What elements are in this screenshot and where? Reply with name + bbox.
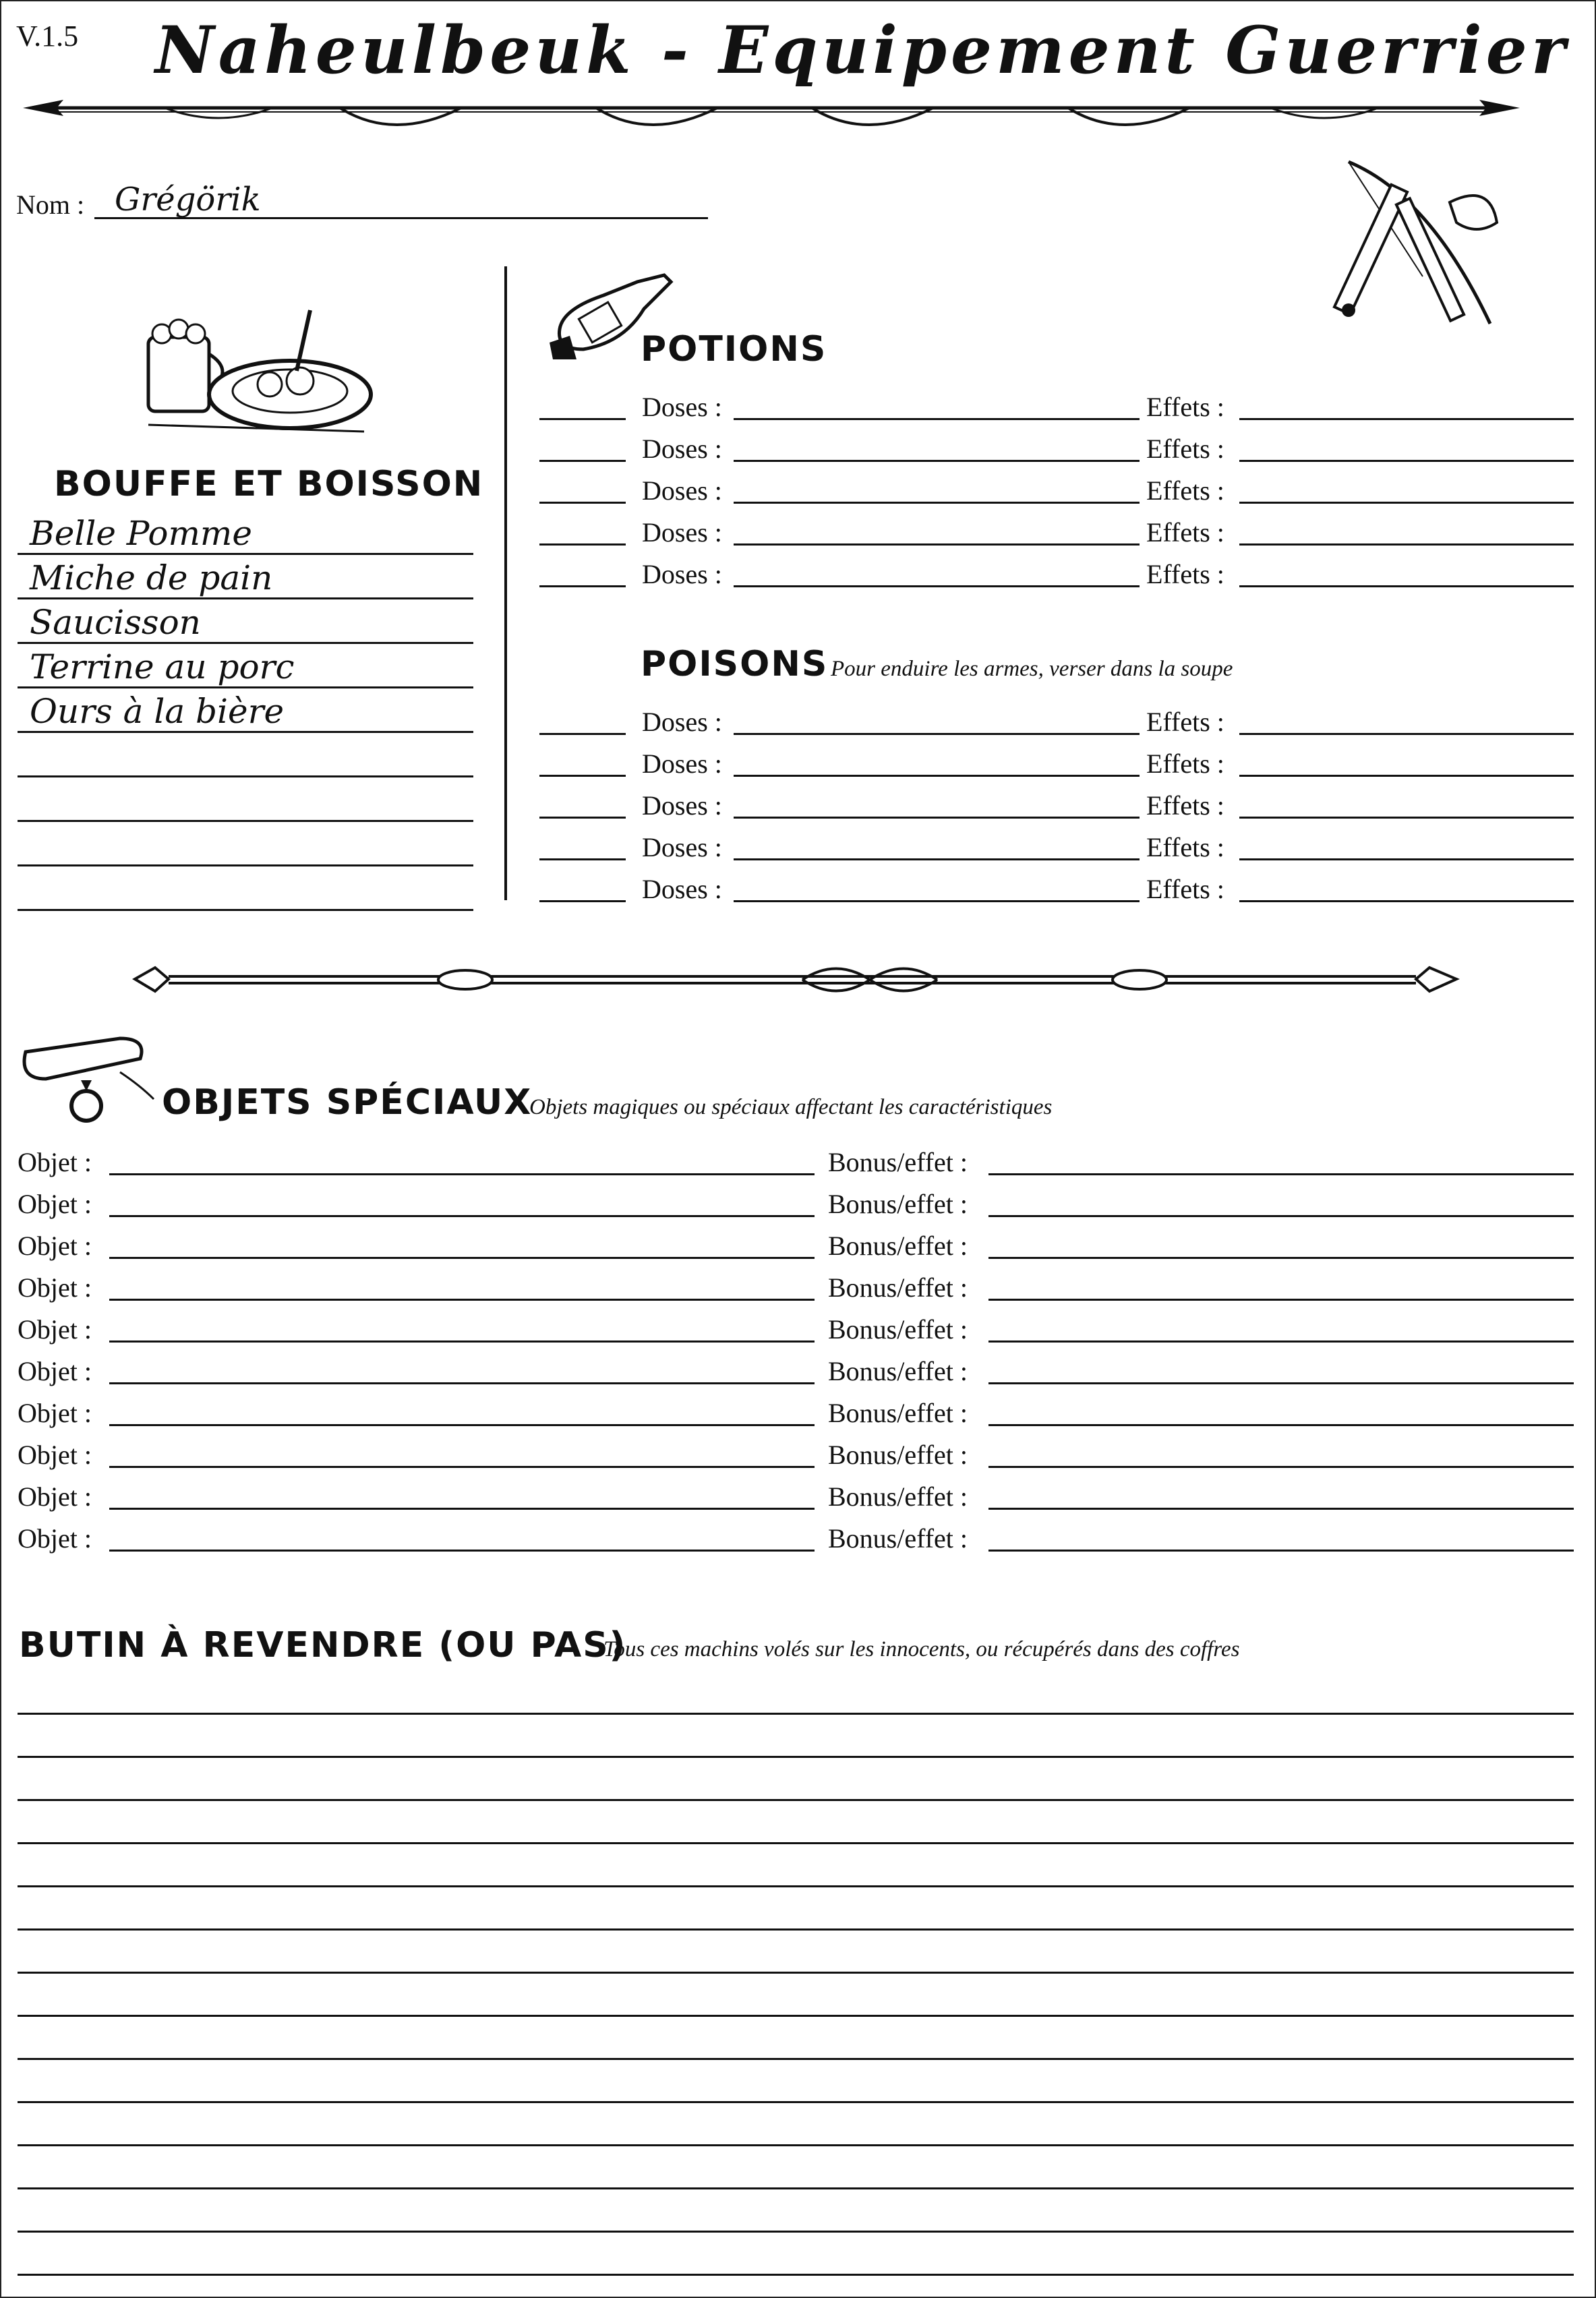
objets-subtitle: Objets magiques ou spéciaux affectant les caractéristiques (529, 1095, 1053, 1119)
butin-line[interactable] (18, 2231, 1574, 2233)
bouffe-heading: BOUFFE ET BOISSON (54, 464, 484, 504)
staff-divider-icon (128, 958, 1463, 1005)
dose-count-line[interactable] (539, 858, 626, 860)
doses-label: Doses : (642, 434, 722, 464)
bonus-field[interactable] (988, 1299, 1574, 1301)
objet-label: Objet : (18, 1147, 92, 1177)
bouffe-item-text: Saucisson (30, 603, 201, 642)
bouffe-item-text: Belle Pomme (30, 514, 252, 553)
effets-label: Effets : (1146, 517, 1224, 548)
butin-subtitle: Tous ces machins volés sur les innocents, ou récupérés dans des coffres (603, 1637, 1240, 1661)
spear-divider-icon (16, 88, 1527, 142)
doses-field[interactable] (734, 900, 1140, 902)
bouffe-item-text: Miche de pain (30, 558, 273, 597)
dose-count-line[interactable] (539, 502, 626, 504)
objet-label: Objet : (18, 1189, 92, 1219)
bonus-label: Bonus/effet : (828, 1481, 968, 1512)
bonus-label: Bonus/effet : (828, 1314, 968, 1345)
bonus-label: Bonus/effet : (828, 1231, 968, 1261)
effets-field[interactable] (1239, 775, 1574, 777)
objet-label: Objet : (18, 1398, 92, 1428)
butin-heading: BUTIN À REVENDRE (OU PAS) (19, 1625, 627, 1666)
bonus-label: Bonus/effet : (828, 1147, 968, 1177)
effets-label: Effets : (1146, 434, 1224, 464)
doses-label: Doses : (642, 475, 722, 506)
butin-line[interactable] (18, 1928, 1574, 1931)
doses-label: Doses : (642, 517, 722, 548)
dose-count-line[interactable] (539, 817, 626, 819)
bouffe-item[interactable] (18, 690, 473, 733)
objet-field[interactable] (109, 1382, 815, 1384)
bonus-field[interactable] (988, 1382, 1574, 1384)
effets-field[interactable] (1239, 585, 1574, 587)
doses-label: Doses : (642, 790, 722, 821)
effets-field[interactable] (1239, 858, 1574, 860)
bonus-field[interactable] (988, 1173, 1574, 1175)
effets-label: Effets : (1146, 475, 1224, 506)
objet-field[interactable] (109, 1466, 815, 1468)
effets-label: Effets : (1146, 832, 1224, 862)
nom-label: Nom : (16, 189, 85, 220)
effets-field[interactable] (1239, 543, 1574, 546)
bonus-label: Bonus/effet : (828, 1523, 968, 1554)
objet-field[interactable] (109, 1550, 815, 1552)
objet-field[interactable] (109, 1299, 815, 1301)
doses-field[interactable] (734, 585, 1140, 587)
butin-line[interactable] (18, 1842, 1574, 1844)
bouffe-item-text: Ours à la bière (30, 692, 285, 731)
objet-label: Objet : (18, 1481, 92, 1512)
bouffe-item[interactable] (18, 735, 473, 777)
effets-field[interactable] (1239, 817, 1574, 819)
poisons-heading: POISONS (641, 644, 829, 684)
bouffe-item[interactable] (18, 868, 473, 911)
doses-label: Doses : (642, 392, 722, 422)
objet-label: Objet : (18, 1314, 92, 1345)
butin-line[interactable] (18, 1756, 1574, 1758)
effets-field[interactable] (1239, 502, 1574, 504)
bonus-field[interactable] (988, 1466, 1574, 1468)
bonus-field[interactable] (988, 1550, 1574, 1552)
doses-field[interactable] (734, 817, 1140, 819)
poisons-subtitle: Pour enduire les armes, verser dans la soupe (831, 657, 1233, 681)
dose-count-line[interactable] (539, 460, 626, 462)
nom-value: Grégörik (115, 181, 261, 218)
effets-label: Effets : (1146, 790, 1224, 821)
effets-field[interactable] (1239, 733, 1574, 735)
bonus-field[interactable] (988, 1508, 1574, 1510)
version-label: V.1.5 (16, 20, 79, 53)
butin-line[interactable] (18, 1799, 1574, 1801)
objet-field[interactable] (109, 1424, 815, 1426)
objets-heading: OBJETS SPÉCIAUX (162, 1082, 533, 1123)
effets-label: Effets : (1146, 392, 1224, 422)
effets-field[interactable] (1239, 900, 1574, 902)
objet-field[interactable] (109, 1215, 815, 1217)
doses-field[interactable] (734, 858, 1140, 860)
doses-label: Doses : (642, 748, 722, 779)
butin-line[interactable] (18, 2058, 1574, 2060)
objet-field[interactable] (109, 1340, 815, 1343)
dose-count-line[interactable] (539, 900, 626, 902)
dose-count-line[interactable] (539, 775, 626, 777)
dose-count-line[interactable] (539, 733, 626, 735)
objet-label: Objet : (18, 1523, 92, 1554)
bonus-label: Bonus/effet : (828, 1356, 968, 1386)
nom-field[interactable] (94, 181, 708, 219)
dose-count-line[interactable] (539, 585, 626, 587)
doses-field[interactable] (734, 733, 1140, 735)
bonus-field[interactable] (988, 1215, 1574, 1217)
butin-line[interactable] (18, 2187, 1574, 2189)
bonus-field[interactable] (988, 1424, 1574, 1426)
bouffe-item[interactable] (18, 601, 473, 644)
column-divider (504, 266, 507, 900)
dose-count-line[interactable] (539, 418, 626, 420)
bouffe-item[interactable] (18, 557, 473, 599)
bouffe-item[interactable] (18, 824, 473, 866)
page-title: Naheulbeuk - Equipement Guerrier (155, 12, 1570, 88)
objet-label: Objet : (18, 1356, 92, 1386)
objet-label: Objet : (18, 1440, 92, 1470)
objet-label: Objet : (18, 1272, 92, 1303)
effets-label: Effets : (1146, 707, 1224, 737)
objet-field[interactable] (109, 1257, 815, 1259)
effets-label: Effets : (1146, 874, 1224, 904)
doses-field[interactable] (734, 460, 1140, 462)
doses-field[interactable] (734, 543, 1140, 546)
doses-label: Doses : (642, 707, 722, 737)
bonus-field[interactable] (988, 1257, 1574, 1259)
butin-line[interactable] (18, 2274, 1574, 2276)
objet-field[interactable] (109, 1173, 815, 1175)
objet-label: Objet : (18, 1231, 92, 1261)
effets-label: Effets : (1146, 748, 1224, 779)
weapons-crossed-icon (1322, 155, 1524, 337)
bouffe-item[interactable] (18, 512, 473, 555)
doses-field[interactable] (734, 775, 1140, 777)
butin-line[interactable] (18, 2101, 1574, 2103)
doses-label: Doses : (642, 832, 722, 862)
butin-line[interactable] (18, 1713, 1574, 1715)
butin-line[interactable] (18, 2015, 1574, 2017)
butin-line[interactable] (18, 1972, 1574, 1974)
dose-count-line[interactable] (539, 543, 626, 546)
doses-label: Doses : (642, 874, 722, 904)
effets-field[interactable] (1239, 418, 1574, 420)
bonus-label: Bonus/effet : (828, 1440, 968, 1470)
bouffe-item[interactable] (18, 779, 473, 822)
bouffe-item[interactable] (18, 646, 473, 688)
bonus-label: Bonus/effet : (828, 1189, 968, 1219)
effets-label: Effets : (1146, 559, 1224, 589)
objet-field[interactable] (109, 1508, 815, 1510)
food-plate-icon (135, 297, 378, 445)
butin-line[interactable] (18, 1885, 1574, 1887)
bonus-label: Bonus/effet : (828, 1398, 968, 1428)
bonus-label: Bonus/effet : (828, 1272, 968, 1303)
doses-field[interactable] (734, 418, 1140, 420)
scroll-ring-icon (19, 1032, 154, 1126)
potions-heading: POTIONS (641, 329, 827, 370)
effets-field[interactable] (1239, 460, 1574, 462)
doses-field[interactable] (734, 502, 1140, 504)
bonus-field[interactable] (988, 1340, 1574, 1343)
doses-label: Doses : (642, 559, 722, 589)
bouffe-item-text: Terrine au porc (30, 647, 295, 686)
butin-line[interactable] (18, 2144, 1574, 2146)
